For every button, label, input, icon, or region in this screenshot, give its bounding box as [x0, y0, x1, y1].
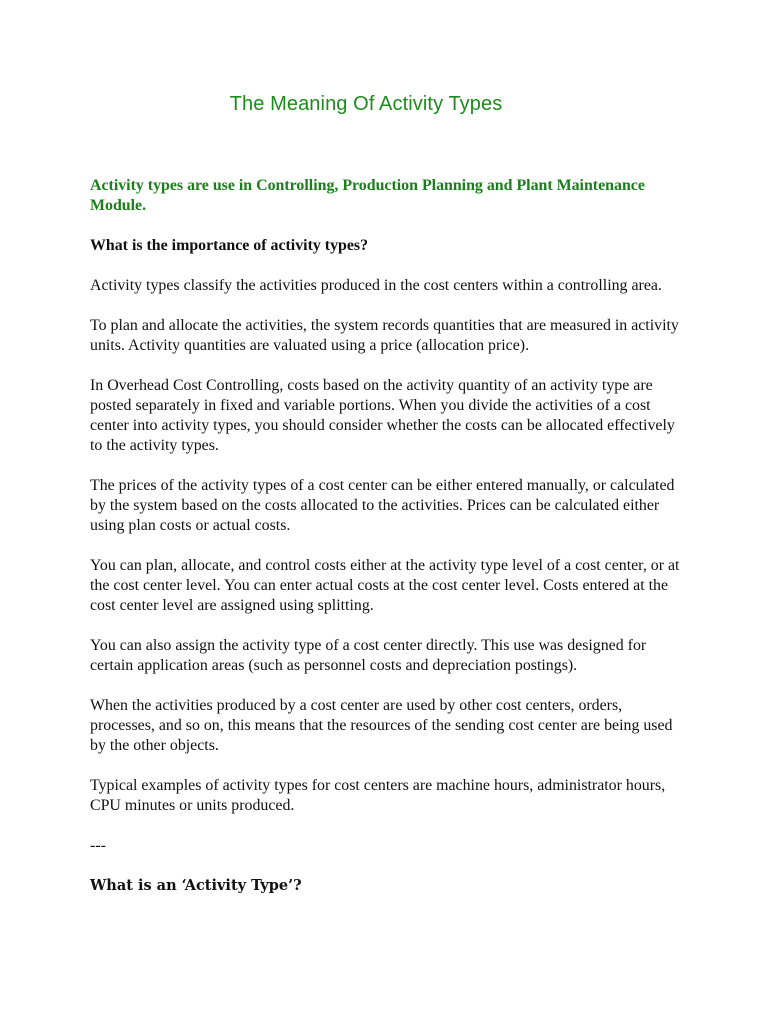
section-question: What is the importance of activity types?	[90, 237, 369, 254]
body-paragraph-8: Typical examples of activity types for cost centers are machine hours, administrator hours, CPU minutes or units produced.	[90, 777, 666, 814]
page-title: The Meaning Of Activity Types	[229, 93, 503, 115]
document-body	[90, 176, 680, 916]
separator-line: ---	[90, 837, 106, 854]
body-paragraph-3: In Overhead Cost Controlling, costs based on the activity quantity of an activity type are posted separately in fixed and variable portions. When you divide the activities of a cost center into activity types, you should consider whether the costs can be allocated effectively to the activity types.	[90, 377, 675, 454]
body-paragraph-6: You can also assign the activity type of a cost center directly. This use was designed for certain application areas (such as personnel costs and depreciation postings).	[90, 637, 647, 674]
intro-paragraph: Activity types are use in Controlling, Production Planning and Plant Maintenance Module.	[90, 177, 645, 214]
body-paragraph-4: The prices of the activity types of a cost center can be either entered manually, or calculated by the system based on the costs allocated to the activities. Prices can be calculated either using plan costs or actual costs.	[90, 477, 675, 534]
body-paragraph-1: Activity types classify the activities produced in the cost centers within a controlling area.	[90, 277, 662, 294]
body-paragraph-7: When the activities produced by a cost center are used by other cost centers, orders, processes, and so on, this means that the resources of the sending cost center are being used by the other objects.	[90, 697, 673, 754]
body-paragraph-2: To plan and allocate the activities, the system records quantities that are measured in activity units. Activity quantities are valuated using a price (allocation price).	[90, 317, 679, 354]
final-question-heading: What is an ‘Activity Type’?	[90, 877, 302, 894]
body-paragraph-5: You can plan, allocate, and control costs either at the activity type level of a cost center, or at the cost center level. You can enter actual costs at the cost center level. Costs entered at the cost center level are assigned using splitting.	[90, 557, 680, 614]
